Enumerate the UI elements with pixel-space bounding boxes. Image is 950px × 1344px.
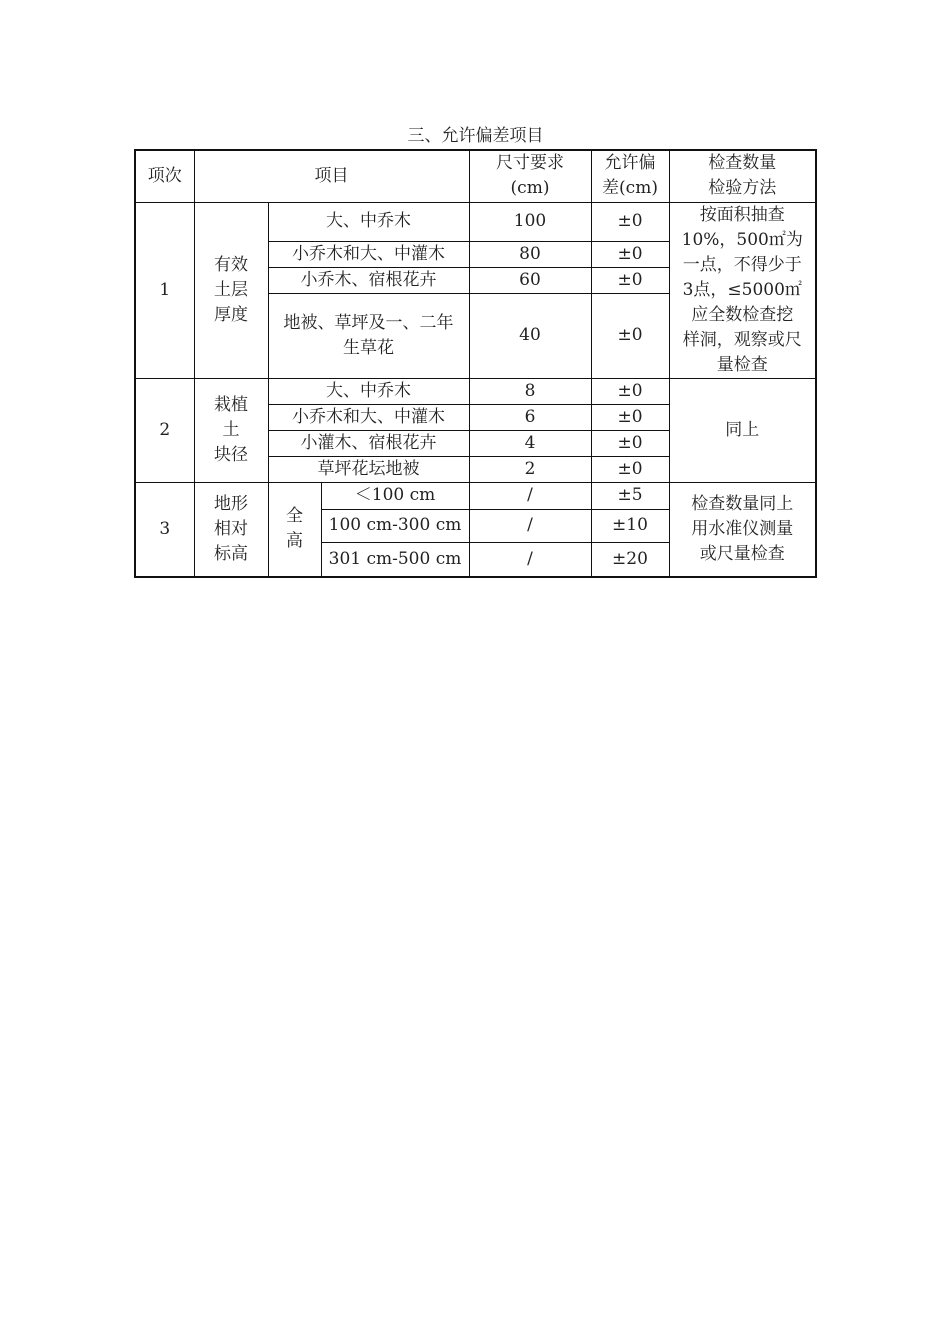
- size-value: 6: [469, 404, 591, 430]
- item-name: 301 cm-500 cm: [321, 542, 469, 577]
- size-value: 2: [469, 456, 591, 482]
- group-no: 2: [135, 378, 194, 482]
- header-no: 项次: [135, 150, 194, 202]
- item-name: 小乔木和大、中灌木: [268, 404, 469, 430]
- size-value: 80: [469, 241, 591, 267]
- header-size: 尺寸要求 (cm): [469, 150, 591, 202]
- size-value: 8: [469, 378, 591, 404]
- item-name: 大、中乔木: [268, 378, 469, 404]
- size-value: 40: [469, 294, 591, 379]
- table-title: 三、允许偏差项目: [407, 126, 544, 146]
- tolerance-value: ±0: [591, 241, 669, 267]
- size-value: /: [469, 542, 591, 577]
- size-value: 100: [469, 202, 591, 241]
- tolerance-value: ±0: [591, 430, 669, 456]
- group-no: 1: [135, 202, 194, 378]
- item-name: 小乔木和大、中灌木: [268, 241, 469, 267]
- item-name: 草坪花坛地被: [268, 456, 469, 482]
- method-cell: 检查数量同上 用水准仪测量 或尺量检查: [669, 482, 816, 577]
- table-row: [135, 482, 816, 509]
- item-name: 100 cm-300 cm: [321, 509, 469, 542]
- size-value: /: [469, 509, 591, 542]
- item-name: 地被、草坪及一、二年 生草花: [268, 294, 469, 379]
- item-name: 小乔木、宿根花卉: [268, 267, 469, 293]
- tolerance-value: ±5: [591, 482, 669, 509]
- method-cell: 按面积抽查 10%，500㎡为 一点，不得少于 3点，≤5000㎡ 应全数检查挖 样洞，观察或尺 量检查: [669, 202, 816, 378]
- group-category: 栽植 土 块径: [194, 378, 268, 482]
- method-cell: 同上: [669, 378, 816, 482]
- tolerance-value: ±10: [591, 509, 669, 542]
- tolerance-value: ±0: [591, 294, 669, 379]
- table-row: [135, 378, 816, 404]
- size-value: 60: [469, 267, 591, 293]
- size-value: /: [469, 482, 591, 509]
- tolerance-value: ±0: [591, 202, 669, 241]
- header-tolerance: 允许偏 差(cm): [591, 150, 669, 202]
- tolerance-value: ±20: [591, 542, 669, 577]
- group-category: 地形 相对 标高: [194, 482, 268, 577]
- header-row: [135, 150, 816, 202]
- tolerance-value: ±0: [591, 404, 669, 430]
- item-name: ＜100 cm: [321, 482, 469, 509]
- header-item: 项目: [194, 150, 469, 202]
- group-subcategory: 全 高: [268, 482, 321, 577]
- group-category: 有效 土层 厚度: [194, 202, 268, 378]
- tolerance-table: [134, 149, 817, 578]
- group-no: 3: [135, 482, 194, 577]
- header-method: 检查数量 检验方法: [669, 150, 816, 202]
- size-value: 4: [469, 430, 591, 456]
- item-name: 小灌木、宿根花卉: [268, 430, 469, 456]
- tolerance-value: ±0: [591, 267, 669, 293]
- tolerance-value: ±0: [591, 456, 669, 482]
- tolerance-value: ±0: [591, 378, 669, 404]
- table-row: [135, 202, 816, 241]
- item-name: 大、中乔木: [268, 202, 469, 241]
